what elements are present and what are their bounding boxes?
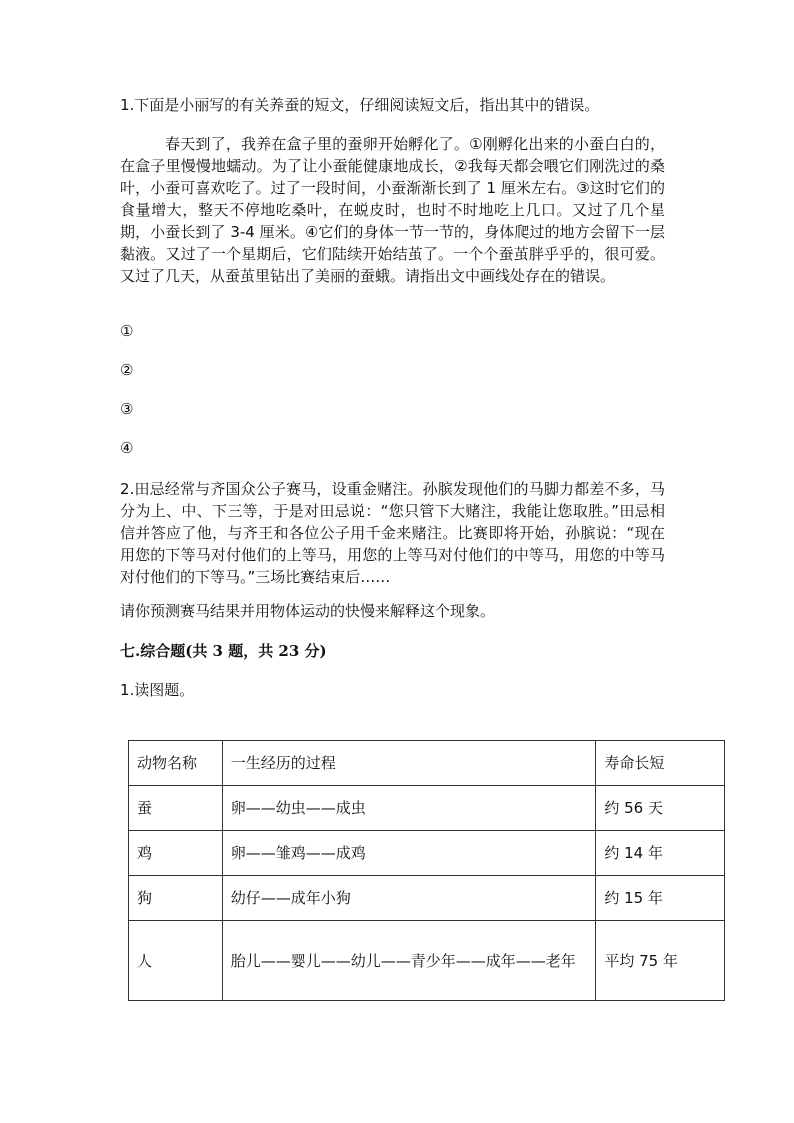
table-header-cell: 寿命长短: [596, 741, 725, 786]
answer-slot-4: ④: [120, 439, 134, 457]
section-7-title: 七.综合题(共 3 题，共 23 分): [120, 642, 327, 660]
table-row: [129, 921, 725, 1001]
answer-slot-3: ③: [120, 400, 134, 418]
question-1-passage: 春天到了，我养在盒子里的蚕卵开始孵化了。①刚孵化出来的小蚕白白的，在盒子里慢慢地蠕动。为了让小蚕能健康地成长，②我每天都会喂它们刚洗过的桑叶，小蚕可喜欢吃了。过了一段时间，小蚕渐渐长到了 1 厘米左右。③这时它们的食量增大，整天不停地吃桑叶，在蜕皮时，也时不时地吃上几口。又过了几个星期，小蚕长到了 3-4 厘米。④它们的身体一节一节的，身体爬过的地方会留下一层黏液。又过了一个星期后，它们陆续开始结茧了。一个个蚕茧胖乎乎的，很可爱。又过了几天，从蚕茧里钻出了美丽的蚕蛾。请指出文中画线处存在的错误。: [120, 135, 665, 285]
table-cell-lifespan: 约 14 年: [596, 831, 725, 876]
section-7-question-1-label: 1.读图题。: [120, 681, 195, 699]
animal-lifecycle-table: [128, 740, 725, 1001]
table-cell-lifespan: 约 15 年: [596, 876, 725, 921]
table-row: [129, 831, 725, 876]
question-2-prompt: 请你预测赛马结果并用物体运动的快慢来解释这个现象。: [120, 602, 496, 620]
answer-slot-2: ②: [120, 361, 134, 379]
table-row: [129, 876, 725, 921]
table-cell-lifespan: 约 56 天: [596, 786, 725, 831]
table-row: [129, 786, 725, 831]
answer-slot-1: ①: [120, 322, 134, 340]
table-cell-animal: 狗: [129, 876, 223, 921]
table-cell-lifespan: 平均 75 年: [596, 921, 725, 1001]
table-cell-animal: 鸡: [129, 831, 223, 876]
table-cell-animal: 蚕: [129, 786, 223, 831]
question-2-passage: 2.田忌经常与齐国众公子赛马，设重金赌注。孙膑发现他们的马脚力都差不多，马分为上、中、下三等，于是对田忌说：“您只管下大赌注，我能让您取胜。”田忌相信并答应了他，与齐王和各位公子用千金来赌注。比赛即将开始，孙膑说：“现在用您的下等马对付他们的上等马，用您的上等马对付他们的中等马，用您的中等马对付他们的下等马。”三场比赛结束后……: [120, 480, 665, 586]
table-cell-process: 卵——雏鸡——成鸡: [222, 831, 596, 876]
table-cell-process: 胎儿——婴儿——幼儿——青少年——成年——老年: [222, 921, 596, 1001]
question-1-title: 1.下面是小丽写的有关养蚕的短文，仔细阅读短文后，指出其中的错误。: [120, 96, 600, 114]
table-cell-process: 卵——幼虫——成虫: [222, 786, 596, 831]
table-header-cell: 动物名称: [129, 741, 223, 786]
table-header-row: [129, 741, 725, 786]
table-cell-process: 幼仔——成年小狗: [222, 876, 596, 921]
table-cell-animal: 人: [129, 921, 223, 1001]
table-header-cell: 一生经历的过程: [222, 741, 596, 786]
